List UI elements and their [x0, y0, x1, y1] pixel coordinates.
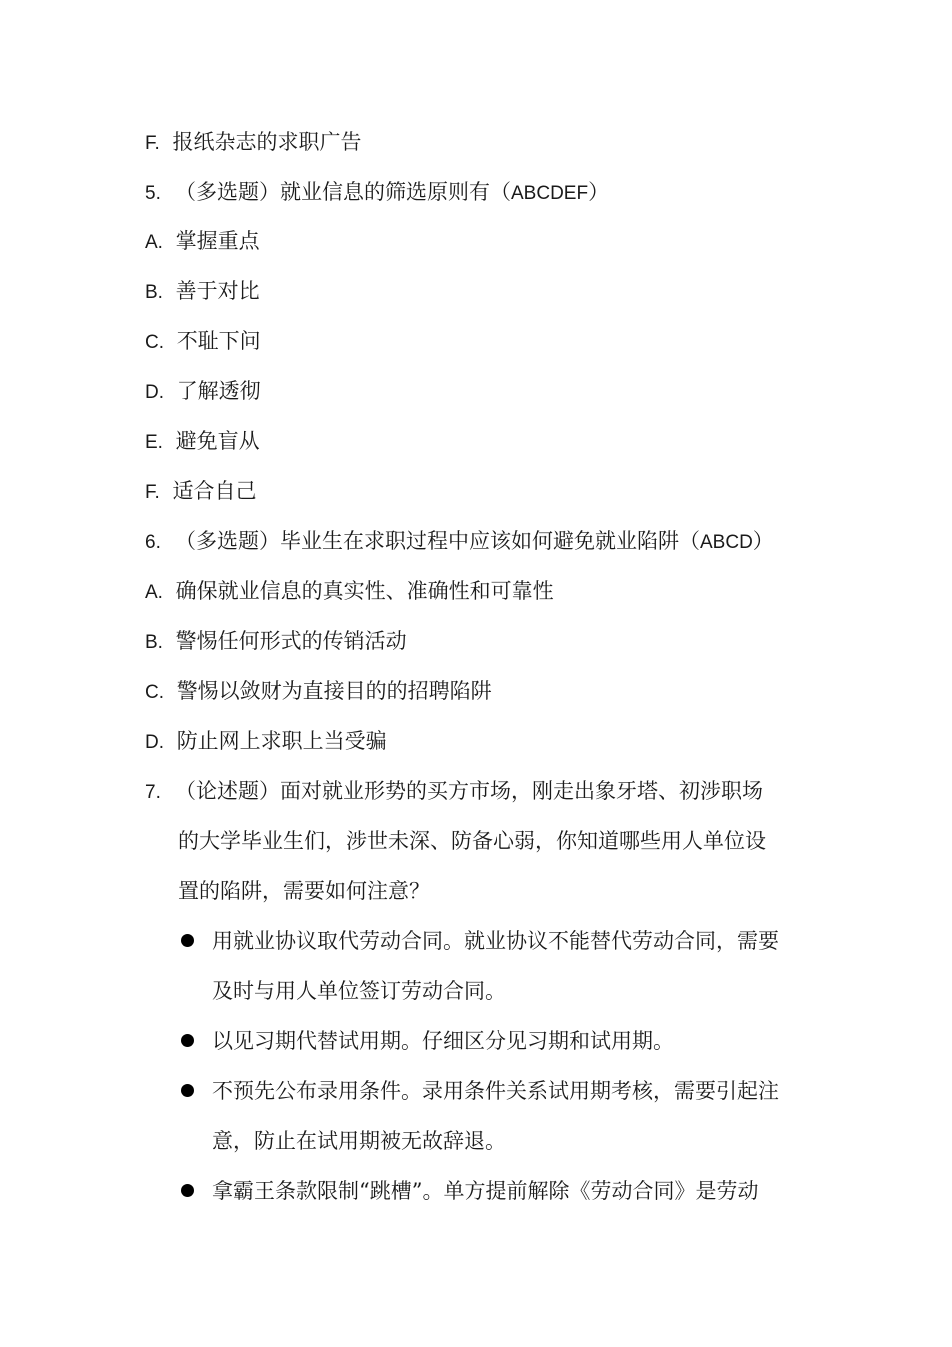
q5-option-f — [145, 476, 256, 508]
option-text: 确保就业信息的真实性、准确性和可靠性 — [175, 579, 554, 603]
question-stem-text: 置的陷阱，需要如何注意？ — [178, 879, 430, 903]
option-text: 了解透彻 — [176, 379, 261, 403]
option-letter: E. — [145, 432, 163, 453]
option-letter: B. — [145, 282, 163, 303]
bullet-text: 及时与用人单位签订劳动合同。 — [212, 979, 506, 1003]
question-answer: ABCD — [700, 532, 753, 553]
bullet-item-1-line-1 — [212, 926, 779, 956]
option-letter: A. — [145, 232, 163, 253]
q5-stem — [145, 177, 609, 209]
bullet-text: 用就业协议取代劳动合同。就业协议不能替代劳动合同，需要 — [212, 929, 779, 953]
bullet-item-3-line-1 — [212, 1076, 779, 1106]
question-stem-suffix: ） — [752, 529, 774, 553]
question-answer: ABCDEF — [511, 183, 589, 204]
option-text: 掌握重点 — [175, 229, 260, 253]
option-letter: C. — [145, 332, 164, 353]
bullet-text: 以见习期代替试用期。仔细区分见习期和试用期。 — [212, 1029, 674, 1053]
q6-option-d — [145, 726, 387, 758]
bullet-item-3-line-2 — [212, 1126, 506, 1156]
q5-option-a — [145, 226, 260, 258]
option-text: 适合自己 — [172, 479, 257, 503]
option-letter: B. — [145, 632, 163, 653]
bullet-dot — [181, 1184, 194, 1197]
bullet-dot — [181, 1034, 194, 1047]
question-stem-text: 的大学毕业生们，涉世未深、防备心弱，你知道哪些用人单位设 — [178, 829, 766, 853]
option-text: 报纸杂志的求职广告 — [172, 130, 362, 154]
question-stem-prefix: （多选题）毕业生在求职过程中应该如何避免就业陷阱（ — [175, 529, 700, 553]
q5-option-c — [145, 326, 261, 358]
option-letter: A. — [145, 582, 163, 603]
question-number: 7. — [145, 782, 161, 803]
question-number: 6. — [145, 532, 161, 553]
option-text: 善于对比 — [175, 279, 260, 303]
question-stem-prefix: （多选题）就业信息的筛选原则有（ — [175, 180, 511, 204]
question-number: 5. — [145, 183, 161, 204]
question-stem-suffix: ） — [588, 180, 610, 204]
option-text: 防止网上求职上当受骗 — [176, 729, 387, 753]
option-text: 警惕任何形式的传销活动 — [175, 629, 407, 653]
q5-option-e — [145, 426, 260, 458]
question-stem-text: （论述题）面对就业形势的买方市场，刚走出象牙塔、初涉职场 — [175, 779, 763, 803]
q6-option-a — [145, 576, 554, 608]
bullet-item-1-line-2 — [212, 976, 506, 1006]
q6-stem — [145, 526, 774, 558]
q7-stem-line-3 — [178, 876, 430, 906]
option-letter: F. — [145, 133, 160, 154]
bullet-dot — [181, 934, 194, 947]
q5-option-d — [145, 376, 261, 408]
bullet-item-2-line-1 — [212, 1026, 674, 1056]
option-text: 不耻下问 — [176, 329, 261, 353]
option-letter: D. — [145, 382, 164, 403]
option-text: 警惕以敛财为直接目的的招聘陷阱 — [176, 679, 492, 703]
bullet-text: 不预先公布录用条件。录用条件关系试用期考核，需要引起注 — [212, 1079, 779, 1103]
option-text: 避免盲从 — [175, 429, 260, 453]
option-letter: F. — [145, 482, 160, 503]
bullet-item-4-line-1 — [212, 1176, 758, 1206]
bullet-text: 意，防止在试用期被无故辞退。 — [212, 1129, 506, 1153]
option-letter: D. — [145, 732, 164, 753]
bullet-text: 拿霸王条款限制“跳槽”。单方提前解除《劳动合同》是劳动 — [212, 1179, 759, 1203]
q7-stem-line-1 — [145, 776, 763, 808]
q6-option-b — [145, 626, 407, 658]
q4-option-f — [145, 127, 361, 159]
q6-option-c — [145, 676, 492, 708]
q7-stem-line-2 — [178, 826, 766, 856]
q5-option-b — [145, 276, 260, 308]
bullet-dot — [181, 1084, 194, 1097]
option-letter: C. — [145, 682, 164, 703]
